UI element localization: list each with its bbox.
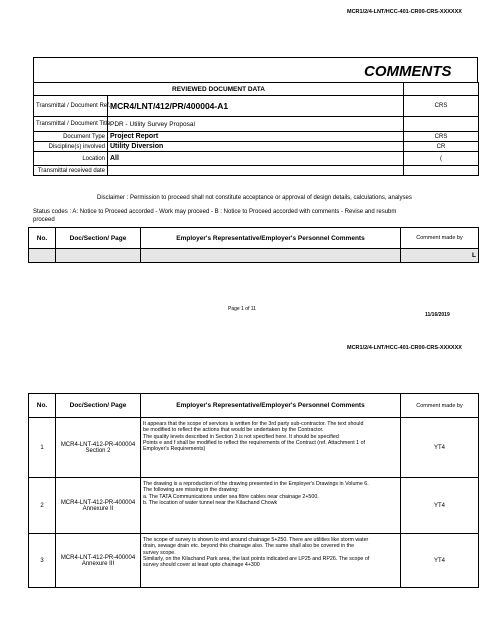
comment-line: Similarly, on the Kilachand Park area, the last points indicated are LP25 and RP26. The scope of xyxy=(143,555,370,562)
comments-header-box xyxy=(33,57,478,83)
header-comments-p2: Employer's Representative/Employer's Personnel Comments xyxy=(141,394,401,418)
comment-line: The scope of survey is shown to end around chainage 5+250. There are utilities like storm water xyxy=(143,537,369,543)
page-date: 11/16/2019 xyxy=(425,312,450,318)
comment-line: be modified to reflect the actions that would be undertaken by the Contractor. xyxy=(143,427,324,434)
row-cell-doc xyxy=(56,249,141,263)
row-made-by: YT4 xyxy=(401,534,479,588)
row-comment xyxy=(141,418,401,478)
comment-line: The drawing is a reproduction of the drawing presented in the Employer's Drawings in Volume 6. xyxy=(143,481,369,487)
field-label-discipline: Discipline(s) involved xyxy=(34,142,108,152)
document-code: MCR1/2/4-LNT/HCC-401-CR00-CRS-XXXXXX xyxy=(347,9,462,15)
comment-line: The quality levels described in Section 3 is not specified here. It should be specified xyxy=(143,433,339,440)
status-codes-line1: Status codes : A: Notice to Proceed accorded - Work may proceed - B : Notice to Proceed accorded with comments - Revise and resubm xyxy=(33,209,397,215)
header-no-p2: No. xyxy=(29,394,56,418)
section-title: REVIEWED DOCUMENT DATA xyxy=(34,83,404,96)
table-row xyxy=(29,534,479,588)
row-number: 2 xyxy=(29,478,56,534)
page-number: Page 1 of 11 xyxy=(228,306,256,312)
row-doc-ref xyxy=(56,418,141,478)
header-comment-made-by-p2: Comment made by xyxy=(401,394,479,418)
comment-line: It appears that the scope of services is written for the 3rd party sub-contractor. The text should xyxy=(143,421,364,427)
side-cell-blank xyxy=(404,117,479,132)
side-cell-0 xyxy=(404,83,479,96)
header-comments: Employer's Representative/Employer's Personnel Comments xyxy=(141,228,401,249)
row-comment xyxy=(141,534,401,588)
field-value-location: All xyxy=(108,152,404,166)
side-cell-cr: CR xyxy=(404,142,479,152)
comments-table-page2 xyxy=(28,393,479,588)
field-label-location: Location xyxy=(34,152,108,166)
row-number: 3 xyxy=(29,534,56,588)
comment-line: survey should cover at least upto chainage 4+300 xyxy=(143,562,260,569)
row-doc-ref-line1: MCR4-LNT-412-PR-400004 xyxy=(60,554,136,561)
side-cell-paren: ( xyxy=(404,152,479,166)
row-doc-ref-line2: Section 2 xyxy=(85,447,111,454)
comment-line: survey scope. xyxy=(143,549,176,556)
comment-line: Employer's Requirements) xyxy=(143,446,206,453)
row-doc-ref xyxy=(56,478,141,534)
field-value-document-ref: MCR4/LNT/412/PR/400004-A1 xyxy=(108,96,404,117)
comment-line: drain, sewage drain etc. beyond this chainage also. The same shall also be covered in the xyxy=(143,543,355,550)
field-value-discipline: Utility Diversion xyxy=(108,142,404,152)
side-cell-last xyxy=(404,166,479,176)
field-label-document-type: Document Type xyxy=(34,132,108,142)
row-cell-comment xyxy=(141,249,401,263)
reviewed-document-data-table xyxy=(33,82,479,176)
field-value-received-date xyxy=(108,166,404,176)
header-no: No. xyxy=(29,228,56,249)
disclaimer-text: Disclaimer : Permission to proceed shall not constitute acceptance or approval of design details, calculations, analyses xyxy=(97,195,412,201)
row-doc-ref-line2: Annexure II xyxy=(82,505,114,512)
header-comment-made-by: Comment made by xyxy=(401,228,479,249)
document-code-page2: MCR1/2/4-LNT/HCC-401-CR00-CRS-XXXXXX xyxy=(347,345,462,351)
field-label-document-ref: Transmittal / Document Ref. xyxy=(34,96,108,117)
row-doc-ref xyxy=(56,534,141,588)
status-codes-line2: proceed xyxy=(33,217,55,223)
row-doc-ref-line2: Annexure III xyxy=(81,560,115,567)
row-cell-made-by: L xyxy=(401,249,479,263)
row-doc-ref-line1: MCR4-LNT-412-PR-400004 xyxy=(60,499,136,506)
table-row xyxy=(29,418,479,478)
row-doc-ref-line1: MCR4-LNT-412-PR-400004 xyxy=(60,441,136,448)
comments-table-header-page1 xyxy=(28,227,479,263)
field-label-document-title: Transmittal / Document Title xyxy=(34,117,108,132)
field-value-document-type: Project Report xyxy=(108,132,404,142)
header-doc-section-page-p2: Doc/Section/ Page xyxy=(56,394,141,418)
row-comment xyxy=(141,478,401,534)
row-made-by: YT4 xyxy=(401,418,479,478)
field-label-received-date: Transmittal received date xyxy=(34,166,108,176)
row-cell-no xyxy=(29,249,56,263)
comment-line: a. The TATA Communications under sea fibre cables near chainage 2+500. xyxy=(143,493,319,500)
field-value-document-title: PDR - Utility Survey Proposal xyxy=(108,117,404,132)
comment-line: The following are missing in the drawing: xyxy=(143,487,239,494)
table-row xyxy=(29,478,479,534)
side-cell-crs-2: CRS xyxy=(404,132,479,142)
row-made-by: YT4 xyxy=(401,478,479,534)
header-doc-section-page: Doc/Section/ Page xyxy=(56,228,141,249)
row-number: 1 xyxy=(29,418,56,478)
page-title: COMMENTS xyxy=(364,63,452,80)
comment-line: b. The location of water tunnel near the Kilachand Chowk xyxy=(143,499,278,506)
side-cell-crs: CRS xyxy=(404,96,479,117)
comment-line: Points e and f shall be modified to reflect the requirements of the Contract (ref. Attachment 1 of xyxy=(143,439,365,446)
